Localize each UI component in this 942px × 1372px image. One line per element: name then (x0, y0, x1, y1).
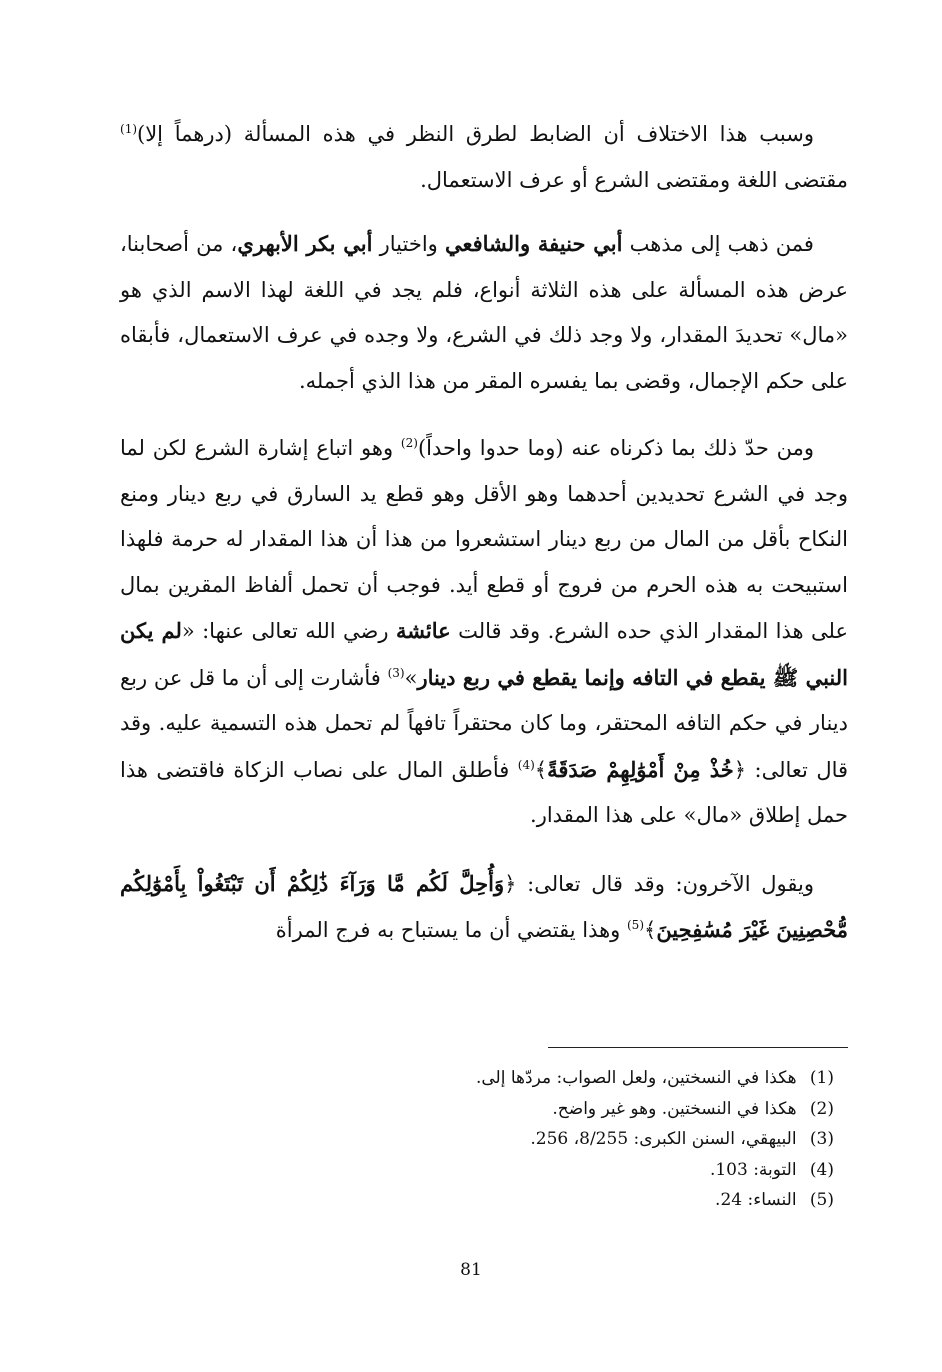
text-segment: وهو اتباع إشارة الشرع لكن لما وجد في الشرع تحديدين أحدهما وهو الأقل وهو قطع يد السارق في ربع دينار ومنع النكاح بأقل من المال من ربع دينار استشعروا من هذا أن هذا المقدار له حرمة فلهذا استبيحت به هذه الحرم من فروج أو قطع أيد. فوجب أن تحمل ألفاظ المقرين بمال على هذا المقدار الذي حده الشرع. وقد قالت (120, 436, 848, 643)
footnotes (194, 1063, 834, 1216)
footnote-3 (194, 1124, 834, 1155)
footnote-reference: (1) (120, 122, 138, 136)
paragraph-1 (120, 112, 848, 203)
emphasized-text: خُذْ مِنْ أَمْوَٰلِهِمْ صَدَقَةً (547, 756, 734, 782)
text-segment: فمن ذهب إلى مذهب (622, 232, 814, 256)
footnote-number: (1) (809, 1068, 834, 1088)
footnote-number: (4) (809, 1159, 834, 1180)
text-segment: فأشارت إلى أن ما قل عن ربع دينار في حكم التافه المحتقر، وما كان محتقراً تافهاً لم تحمل هذه التسمية عليه. وقد قال تعالى: ﴿ (120, 665, 849, 782)
footnote-text: النساء: 24. (715, 1190, 797, 1210)
text-segment: مقتضى اللغة ومقتضى الشرع أو عرف الاستعمال. (420, 167, 848, 192)
footnote-reference: (5) (626, 918, 644, 932)
emphasized-text: لم يكن النبي ﷺ يقطع في التافه وإنما يقطع في ربع دينار (120, 618, 848, 690)
emphasized-text: أبي حنيفة والشافعي (444, 231, 623, 256)
footnote-2 (194, 1094, 834, 1125)
text-segment: ﴾ (644, 918, 657, 942)
page-number: 81 (460, 1260, 482, 1280)
footnote-text: البيهقي، السنن الكبرى: 8/255، 256. (530, 1129, 797, 1149)
footnote-number: (3) (809, 1129, 834, 1149)
footnote-1 (194, 1063, 834, 1094)
footnote-reference: (4) (517, 757, 535, 772)
text-segment: ﴾ (534, 757, 548, 782)
footnote-number: (2) (809, 1098, 834, 1119)
emphasized-text: أبي بكر الأبهري (237, 231, 373, 256)
text-segment: وهذا يقتضي أن ما يستباح به فرج المرأة (275, 918, 627, 942)
footnote-separator (548, 1047, 848, 1048)
text-segment: » (404, 665, 418, 690)
emphasized-text: وَأُحِلَّ لَكُم مَّا وَرَآءَ ذَٰلِكُمْ أَن تَبْتَغُواْ بِأَمْوَٰلِكُم مُّحْصِنِينَ غَيْرَ مُسَٰفِحِينَ (120, 870, 848, 942)
paragraph-3 (120, 426, 848, 839)
text-segment: رضي الله تعالى عنها: « (181, 619, 396, 643)
footnote-text: التوبة: 103. (709, 1159, 797, 1180)
footnote-4 (194, 1155, 834, 1186)
text-segment: وسبب هذا الاختلاف أن الضابط لطرق النظر في هذه المسألة (درهماً إلا) (137, 122, 814, 146)
text-segment: ومن حدّ ذلك بما ذكرناه عنه (وما حدوا واحداً) (417, 436, 814, 460)
text-segment: واختيار (372, 232, 445, 256)
footnote-reference: (3) (387, 665, 405, 680)
footnote-text: هكذا في النسختين، ولعل الصواب: مردّها إلى. (475, 1068, 797, 1088)
text-segment: ويقول الآخرون: وقد قال تعالى: ﴿ (504, 871, 814, 896)
footnote-text: هكذا في النسختين. وهو غير واضح. (552, 1098, 797, 1119)
paragraph-4 (120, 861, 848, 954)
page-body (120, 112, 848, 974)
text-segment: ، من أصحابنا، عرض هذه المسألة على هذه الثلاثة أنواع، فلم يجد في اللغة لهذا الاسم الذي هو «مال» تحديدَ المقدار، ولا وجد ذلك في الشرع، ولا وجده في عرف الاستعمال، فأبقاه على حكم الإجمال، وقضى بما يفسره المقر من هذا الذي أجمله. (120, 232, 848, 393)
footnote-5 (194, 1185, 834, 1216)
paragraph-2 (120, 221, 848, 404)
footnote-number: (5) (809, 1190, 834, 1210)
text-segment: فأطلق المال على نصاب الزكاة فاقتضى هذا حمل إطلاق «مال» على هذا المقدار. (120, 757, 848, 827)
footnote-reference: (2) (400, 436, 418, 450)
emphasized-text: عائشة (395, 618, 451, 643)
